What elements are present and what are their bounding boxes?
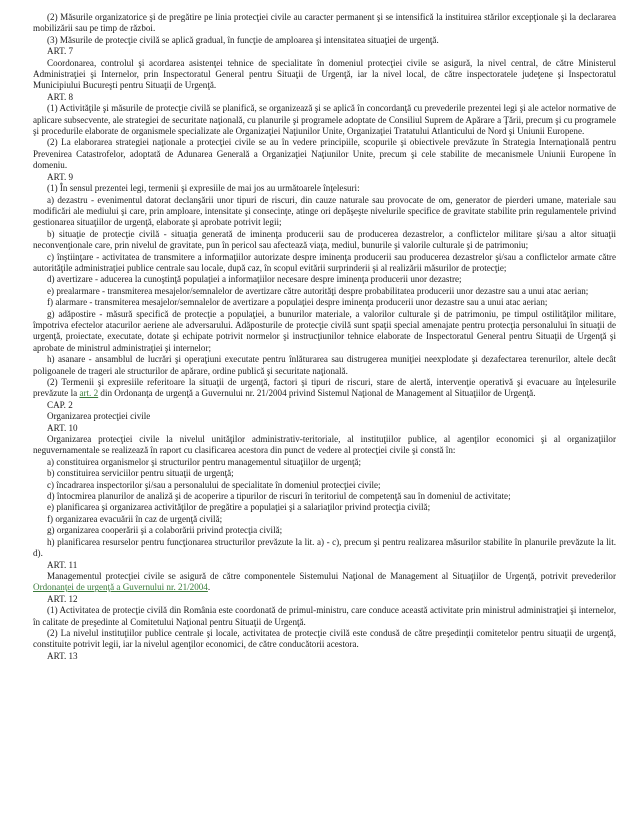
art7-heading: ART. 7 bbox=[47, 46, 74, 57]
art10-item-b: b) constituirea serviciilor pentru situaţii de urgenţă; bbox=[47, 468, 234, 479]
art11-heading: ART. 11 bbox=[47, 559, 78, 570]
art11-text bbox=[33, 571, 616, 594]
art9-item-g: g) adăpostire - măsură specifică de protecţie a populaţiei, a bunurilor materiale, a valorilor culturale şi de patrimoniu, pe timpul ostilităţilor militare, împotriva efectelor atacurilor aeriene ale adversarului. Adăposturile de protecţie civilă sunt spaţii special amenajate pentru protecţia personalului în situaţii de urgenţă, proiectate, executate, dotate şi echipate potrivit normelor şi instrucţiunilor tehnice elaborate de Inspectoratul General pentru Situaţii de Urgenţă şi aprobate de ministrul administraţiei şi internelor; bbox=[33, 308, 616, 353]
art10-intro: Organizarea protecţiei civile la nivelul unităţilor administrativ-teritoriale, al instituţiilor publice, al agenţilor economici şi al organizaţiilor neguvernamentale se realizează în raport cu clasificarea acestora din punct de vedere al protecţiei civile şi constă în: bbox=[33, 434, 616, 456]
art10-item-g: g) organizarea cooperării şi a colaborării privind protecţia civilă; bbox=[47, 525, 283, 536]
art13-heading: ART. 13 bbox=[47, 650, 78, 661]
art10-item-a: a) constituirea organismelor şi structurilor pentru managementul situaţiilor de urgenţă; bbox=[47, 456, 362, 467]
art10-item-h: h) planificarea resurselor pentru funcţionarea structurilor prevăzute la lit. a) - c), precum şi pentru realizarea măsurilor stabilite în planurile prevăzute la lit. d). bbox=[33, 536, 616, 559]
ordinance-21-2004-link[interactable]: Ordonanţei de urgenţă a Guvernului nr. 21/2004 bbox=[33, 582, 208, 593]
art2-link[interactable]: art. 2 bbox=[79, 388, 99, 399]
art10-item-c: c) încadrarea inspectorilor şi/sau a personalului de specialitate în domeniul protecţiei civile; bbox=[47, 479, 381, 490]
art6-paragraph-2: (2) Măsurile organizatorice şi de pregătire pe linia protecţiei civile au caracter permanent şi se intensifică la instituirea stărilor excepţionale şi la declararea mobilizării sau pe timp de război. bbox=[33, 12, 616, 34]
art9-item-c: c) înştiinţare - activitatea de transmitere a informaţiilor autorizate despre iminenţa producerii sau producerea dezastrelor şi/sau a conflictelor armate către autorităţile administraţiei publice centrale sau locale, după caz, în scopul evitării surprinderii şi al realizării măsurilor de protecţie; bbox=[33, 251, 616, 273]
art9-paragraph-2 bbox=[33, 377, 616, 400]
art9-item-e: e) prealarmare - transmiterea mesajelor/semnalelor de avertizare către autorităţi despre probabilitatea producerii unor dezastre sau a unui atac aerian; bbox=[47, 285, 589, 296]
art9-p2-text-before: (2) Termenii şi expresiile referitoare la situaţii de urgenţă, factori şi tipuri de riscuri, stare de alertă, intervenţie operativă şi evacuare au înţelesurile prevăzute la bbox=[33, 377, 616, 399]
art9-item-h: h) asanare - ansamblul de lucrări şi operaţiuni executate pentru înlăturarea sau distrugerea muniţiei neexplodate şi dezafectarea terenurilor, altele decât poligoanele de trageri ale structurilor de apărare, ordine publică şi securitate naţională. bbox=[33, 354, 616, 376]
art11-text-before: Managementul protecţiei civile se asigură de către componentele Sistemului Naţional de Management al Situaţiilor de Urgenţă, potrivit prevederilor bbox=[47, 570, 616, 581]
art12-paragraph-2: (2) La nivelul instituţiilor publice centrale şi locale, activitatea de protecţie civilă este condusă de către preşedinţii comitetelor pentru situaţii de urgenţă, constituite potrivit legii, iar la nivelul agenţilor economici, de către conducătorii acestora. bbox=[33, 627, 616, 650]
art12-heading: ART. 12 bbox=[47, 593, 78, 604]
art7-text: Coordonarea, controlul şi acordarea asistenţei tehnice de specialitate în domeniul protecţiei civile se asigură, la nivel central, de către Ministerul Administraţiei şi Internelor, prin Inspectoratul General pentru Situaţii de Urgenţă, iar la nivel local, de către inspectoratele judeţene şi Inspectoratul Municipiului Bucureşti pentru Situaţii de Urgenţă. bbox=[33, 57, 616, 91]
art9-item-b: b) situaţie de protecţie civilă - situaţia generată de iminenţa producerii sau de producerea dezastrelor, a conflictelor militare şi/sau a altor situaţii neconvenţionale care, prin nivelul de gravitate, pun în pericol sau afectează viaţa, mediul, bunurile şi valorile culturale şi de patrimoniu; bbox=[33, 228, 616, 251]
art9-item-a: a) dezastru - evenimentul datorat declanşării unor tipuri de riscuri, din cauze naturale sau provocate de om, generator de pierderi umane, materiale sau modificări ale mediului şi care, prin amploare, intensitate şi consecinţe, atinge ori depăşeşte nivelurile specifice de gravitate stabilite prin regulamentele privind gestionarea situaţiilor de urgenţă, elaborate şi aprobate potrivit legii; bbox=[33, 194, 616, 228]
art6-paragraph-3: (3) Măsurile de protecţie civilă se aplică gradual, în funcţie de amploarea şi intensitatea situaţiei de urgenţă. bbox=[47, 34, 439, 45]
art10-item-f: f) organizarea evacuării în caz de urgenţă civilă; bbox=[47, 513, 223, 524]
art10-heading: ART. 10 bbox=[47, 422, 78, 433]
art9-item-d: d) avertizare - aducerea la cunoştinţă populaţiei a informaţiilor necesare despre iminenţa producerii unor dezastre; bbox=[47, 274, 462, 285]
art10-item-d: d) întocmirea planurilor de analiză şi de acoperire a tipurilor de riscuri în teritoriul de competenţă sau în domeniul de activitate; bbox=[47, 491, 511, 502]
art10-item-e: e) planificarea şi organizarea activităţilor de pregătire a populaţiei şi a salariaţilor privind protecţia civilă; bbox=[47, 502, 431, 513]
art8-paragraph-1: (1) Activităţile şi măsurile de protecţie civilă se planifică, se organizează şi se aplică în concordanţă cu prevederile prezentei legi şi ale actelor normative de aplicare subsecvente, ale strategiei de securitate naţională, cu planurile şi programele adoptate de Consiliul Suprem de Apărare a Ţării, precum şi cu programele şi procedurile elaborate de organismele specializate ale Organizaţiei Naţiunilor Unite, Organizaţiei Tratatului Atlanticului de Nord şi Uniunii Europene. bbox=[33, 103, 616, 137]
art11-text-after: . bbox=[207, 582, 211, 593]
art9-p2-text-after: din Ordonanţa de urgenţă a Guvernului nr. 21/2004 privind Sistemul Naţional de Management al Situaţiilor de Urgenţă. bbox=[98, 388, 536, 399]
art9-intro: (1) În sensul prezentei legi, termenii şi expresiile de mai jos au următoarele înţelesuri: bbox=[47, 183, 360, 194]
chapter-2-title: Organizarea protecţiei civile bbox=[47, 411, 151, 422]
art12-paragraph-1: (1) Activitatea de protecţie civilă din România este coordonată de primul-ministru, care conduce această activitate prin ministrul administraţiei şi internelor, în calitate de preşedinte al Comitetului Naţional pentru Situaţii de Urgenţă. bbox=[33, 605, 616, 627]
art8-heading: ART. 8 bbox=[47, 91, 74, 102]
art8-paragraph-2: (2) La elaborarea strategiei naţionale a protecţiei civile se au în vedere principiile, scopurile şi obiectivele prevăzute în Strategia Internaţională pentru Prevenirea Catastrofelor, adoptată de Adunarea Generală a Organizaţiei Naţiunilor Unite, precum şi cele stabilite de mecanismele Uniunii Europene în domeniu. bbox=[33, 137, 616, 171]
art9-item-f: f) alarmare - transmiterea mesajelor/semnalelor de avertizare a populaţiei despre iminenţa producerii unor dezastre sau a unui atac aerian; bbox=[47, 297, 548, 308]
chapter-2-heading: CAP. 2 bbox=[47, 399, 73, 410]
art9-heading: ART. 9 bbox=[47, 171, 74, 182]
